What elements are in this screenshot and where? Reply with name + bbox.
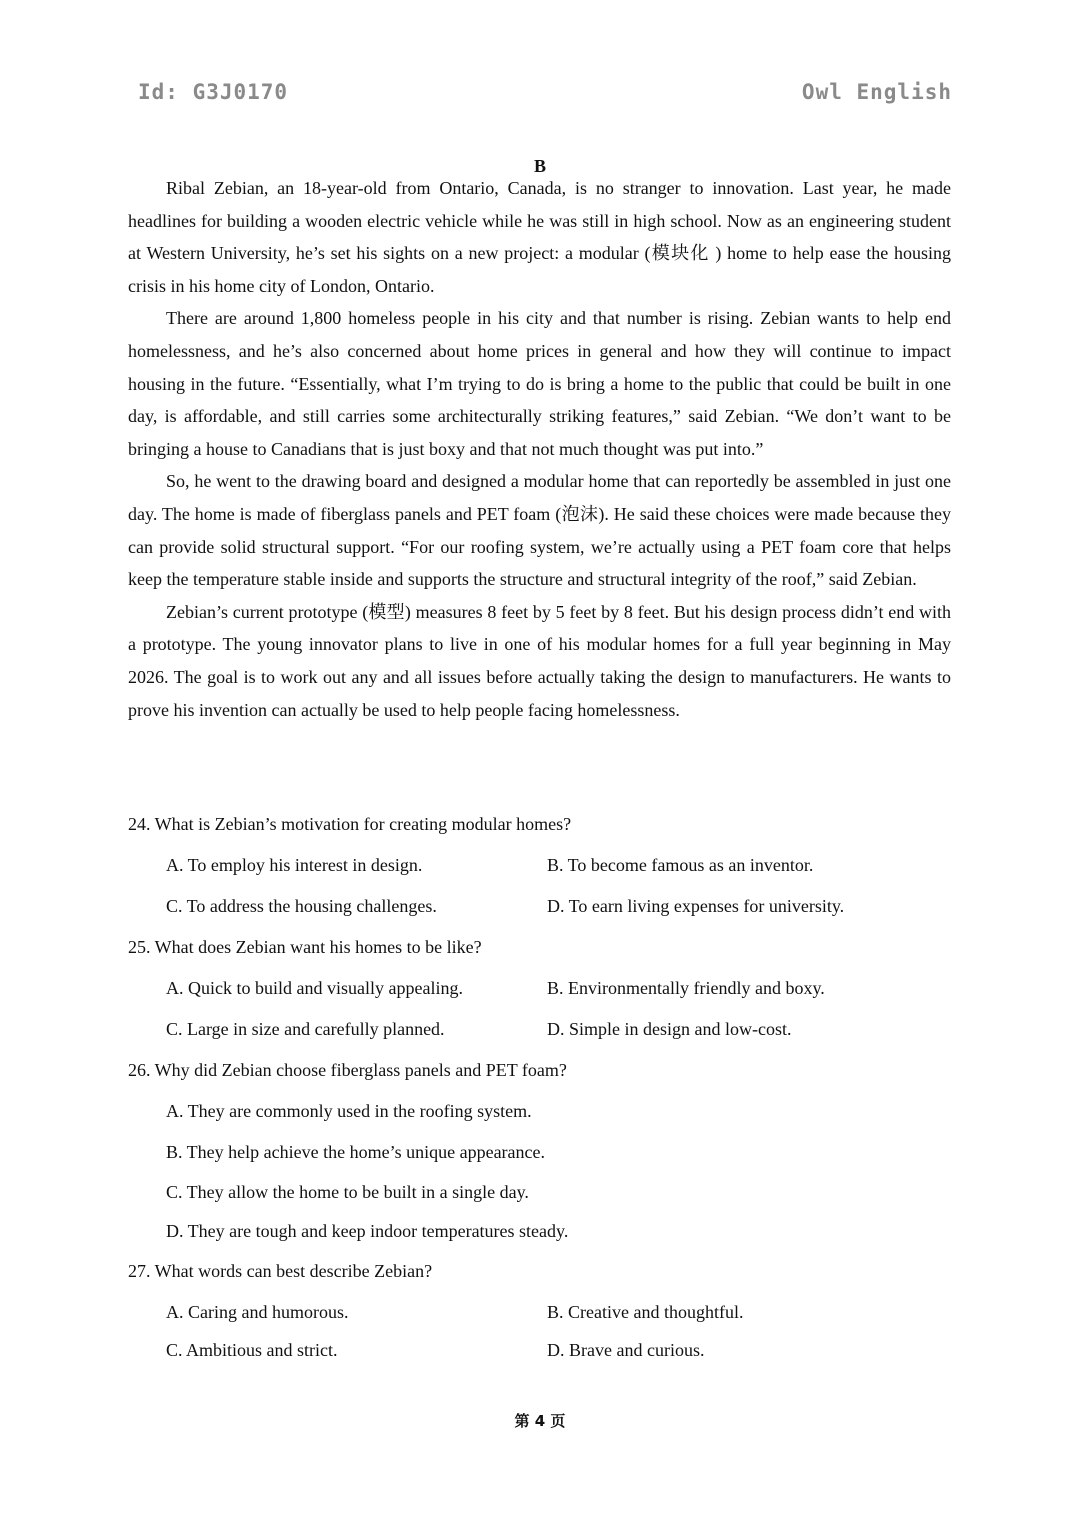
option-row: [128, 1136, 951, 1176]
question-stem: 24. What is Zebian’s motivation for creating modular homes?: [128, 814, 572, 834]
option-row: [128, 890, 951, 931]
question-list: [128, 808, 951, 1372]
section-title: B: [533, 156, 546, 176]
option-a: A. Quick to build and visually appealing.: [166, 978, 463, 998]
option-c: C. They allow the home to be built in a single day.: [166, 1181, 529, 1202]
option-row: [128, 1095, 951, 1136]
brand-label: Owl English: [801, 80, 952, 104]
option-a: A. They are commonly used in the roofing system.: [166, 1101, 532, 1121]
option-row: [128, 1013, 951, 1054]
passage-paragraph: Zebian’s current prototype (模型) measures 8 feet by 5 feet by 8 feet. But his design process didn’t end with a prototype. The young innovator plans to live in one of his modular homes for a full year beginning in May 2026. The goal is to work out any and all issues before actually taking the design to manufacturers. He wants to prove his invention can actually be used to help people facing homelessness.: [128, 601, 951, 720]
passage-paragraph: Ribal Zebian, an 18-year-old from Ontario, Canada, is no stranger to innovation. Last year, he made headlines for building a wooden electric vehicle while he was still in high school. Now as an engineering student at Western University, he’s set his sights on a new project: a modular (模块化 ) home to help ease the housing crisis in his home city of London, Ontario.: [128, 178, 951, 296]
question-stem: 25. What does Zebian want his homes to be like?: [128, 937, 482, 957]
option-b: B. Creative and thoughtful.: [547, 1301, 744, 1322]
option-b: B. Environmentally friendly and boxy.: [547, 978, 825, 998]
option-c: C. To address the housing challenges.: [166, 896, 437, 916]
option-row: [128, 849, 951, 890]
option-row: [128, 1296, 951, 1334]
option-a: A. Caring and humorous.: [166, 1301, 349, 1322]
option-b: B. They help achieve the home’s unique appearance.: [166, 1142, 546, 1162]
option-row: [128, 1176, 951, 1216]
option-d: D. Brave and curious.: [547, 1339, 705, 1360]
passage-paragraph: There are around 1,800 homeless people in his city and that number is rising. Zebian wants to help end homelessness, and he’s also concerned about home prices in general and how they will continue to impact housing in the future. “Essentially, what I’m trying to do is bring a home to the public that could be built in one day, is affordable, and still carries some architecturally striking features,” said Zebian. “We don’t want to be bringing a house to Canadians that is just boxy and that not much thought was put into.”: [128, 308, 951, 459]
option-c: C. Ambitious and strict.: [166, 1339, 338, 1360]
passage-paragraph: So, he went to the drawing board and designed a modular home that can reportedly be assembled in just one day. The home is made of fiberglass panels and PET foam (泡沫). He said these choices were made because they can provide solid structural support. “For our roofing system, we’re actually using a PET foam core that helps keep the temperature stable inside and supports the structure and structural integrity of the roof,” said Zebian.: [128, 471, 951, 590]
option-d: D. Simple in design and low-cost.: [547, 1019, 792, 1039]
option-b: B. To become famous as an inventor.: [547, 855, 814, 875]
option-d: D. They are tough and keep indoor temperatures steady.: [166, 1221, 569, 1241]
option-d: D. To earn living expenses for university.: [547, 896, 845, 916]
option-row: [128, 1215, 951, 1255]
option-row: [128, 1334, 951, 1372]
option-a: A. To employ his interest in design.: [166, 855, 423, 875]
option-row: [128, 972, 951, 1013]
question-stem: 27. What words can best describe Zebian?: [128, 1260, 433, 1281]
question-stem: 26. Why did Zebian choose fiberglass panels and PET foam?: [128, 1060, 567, 1080]
option-c: C. Large in size and carefully planned.: [166, 1019, 445, 1039]
reading-passage: [128, 172, 951, 726]
page-number: 第 4 页: [514, 1412, 566, 1430]
document-id-label: Id: G3J0170: [138, 80, 289, 104]
